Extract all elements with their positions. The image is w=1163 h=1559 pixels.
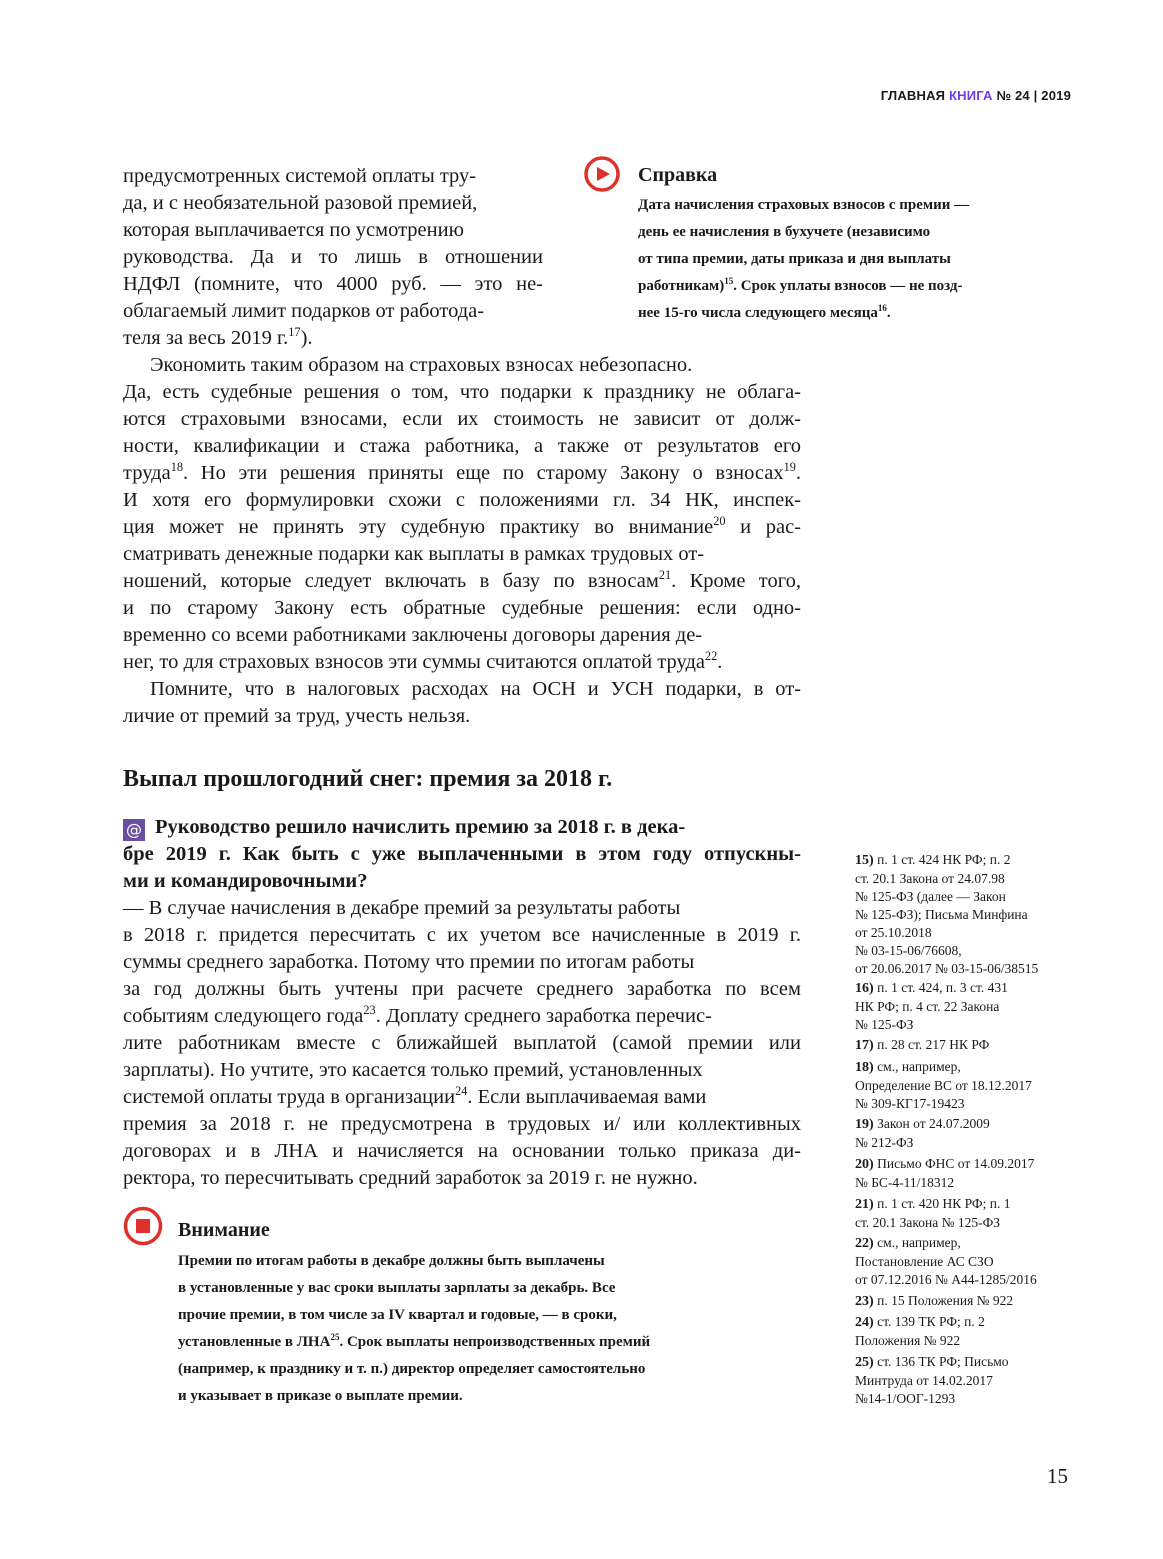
footnote-line: Постановление АС СЗО <box>855 1254 994 1269</box>
text-line: в установленные у вас сроки выплаты зарплаты за декабрь. Все <box>178 1280 616 1296</box>
text-line: теля за весь 2019 г.$^{17}$). <box>123 325 313 349</box>
text-line: Дата начисления страховых взносов с премии — <box>638 197 970 213</box>
footnote-line: № 125-ФЗ (далее — Закон <box>855 889 1006 904</box>
answer-text <box>123 895 801 1192</box>
text-line: @ Руководство решило начислить премию за 2018 г. в дека- <box>123 814 801 841</box>
footnote <box>855 1195 1080 1232</box>
footnote-number: 18) <box>855 1060 878 1075</box>
brand-name: ГЛАВНАЯ <box>880 88 946 103</box>
text-line: И хотя его формулировки схожи с положениями гл. 34 НК, инспек- <box>123 489 801 511</box>
footnote-ref: 22 <box>704 649 718 664</box>
footnote-line: 24) ст. 139 ТК РФ; п. 2 <box>855 1314 985 1330</box>
text-line: суммы среднего заработка. Потому что премии по итогам работы <box>123 951 695 973</box>
footnote-ref: 21 <box>658 568 672 583</box>
text-line: событиям следующего года$^{23}$. Доплату среднего заработка перечис- <box>123 1003 712 1027</box>
footnote-ref: 18 <box>170 460 183 475</box>
footnote-line: 17) п. 28 ст. 217 НК РФ <box>855 1037 990 1053</box>
text-line: Премии по итогам работы в декабре должны быть выплачены <box>178 1253 605 1269</box>
text-line: Экономить таким образом на страховых взносах небезопасно. <box>150 354 693 376</box>
footnote-line: Положения № 922 <box>855 1333 961 1348</box>
text-line: сматривать денежные подарки как выплаты в рамках трудовых от- <box>123 543 705 565</box>
note-title: Справка <box>638 164 718 186</box>
text-line: договорах и в ЛНА и начисляется на основании только приказа ди- <box>123 1140 801 1162</box>
footnote-ref: 25 <box>330 1332 340 1342</box>
footnote-ref: 24 <box>455 1084 468 1099</box>
footnote-number: 17) <box>855 1038 878 1053</box>
footnote-line: 25) ст. 136 ТК РФ; Письмо <box>855 1354 1009 1370</box>
footnote-line: 22) см., например, <box>855 1235 961 1251</box>
footnote-number: 21) <box>855 1197 878 1212</box>
footnote-line: от 25.10.2018 <box>855 925 932 940</box>
footnote <box>855 979 1080 1034</box>
text-line: предусмотренных системой оплаты тру- <box>123 165 477 187</box>
text-line: и по старому Закону есть обратные судебные решения: если одно- <box>123 597 801 619</box>
text-line: Помните, что в налоговых расходах на ОСН и УСН подарки, в от- <box>150 678 801 700</box>
footnote-line: 20) Письмо ФНС от 14.09.2017 <box>855 1156 1035 1172</box>
text-line: да, и с необязательной разовой премией, <box>123 192 478 214</box>
issue-number: № 24 | 2019 <box>996 88 1071 103</box>
footnote-ref: 16 <box>877 303 887 313</box>
footnote-ref: 23 <box>363 1003 376 1018</box>
footnote-number: 23) <box>855 1294 878 1309</box>
footnote-line: 21) п. 1 ст. 420 НК РФ; п. 1 <box>855 1196 1011 1212</box>
page-number: 15 <box>1047 1464 1068 1488</box>
footnote-number: 22) <box>855 1236 878 1251</box>
text-line: лите работникам вместе с ближайшей выплатой (самой премии или <box>123 1032 801 1054</box>
footnote-line: от 07.12.2016 № А44-1285/2016 <box>855 1272 1037 1287</box>
footnote-line: НК РФ; п. 4 ст. 22 Закона <box>855 999 1000 1014</box>
text-line: и указывает в приказе о выплате премии. <box>178 1388 463 1404</box>
footnote-line: ст. 20.1 Закона от 24.07.98 <box>855 871 1005 886</box>
footnote-number: 19) <box>855 1117 878 1132</box>
stop-circle-icon <box>123 1206 163 1246</box>
paragraph <box>123 163 543 352</box>
footnote-ref: 17 <box>288 325 301 340</box>
footnote-number: 25) <box>855 1355 878 1370</box>
footnote <box>855 1292 1080 1311</box>
footnote-line: 15) п. 1 ст. 424 НК РФ; п. 2 <box>855 852 1011 868</box>
footnote-line: от 20.06.2017 № 03-15-06/38515 <box>855 961 1039 976</box>
attention-body <box>178 1248 793 1410</box>
text-line: системой оплаты труда в организации$^{24}$. Если выплачиваемая вами <box>123 1084 707 1108</box>
footnote-line: № 125-ФЗ <box>855 1017 914 1032</box>
text-line: временно со всеми работниками заключены договоры дарения де- <box>123 624 703 646</box>
paragraph <box>123 676 801 730</box>
footnote-line: Определение ВС от 18.12.2017 <box>855 1078 1032 1093</box>
text-line: (например, к празднику и т. п.) директор определяет самостоятельно <box>178 1361 646 1377</box>
footnote-line: № БС-4-11/18312 <box>855 1175 955 1190</box>
text-line: ются страховыми взносами, если их стоимость не зависит от долж- <box>123 408 801 430</box>
footnote-number: 24) <box>855 1315 878 1330</box>
footnote-line: №14-1/ООГ-1293 <box>855 1391 956 1406</box>
footnote <box>855 1313 1080 1350</box>
footnote-ref: 15 <box>724 276 734 286</box>
text-line: — В случае начисления в декабре премий за результаты работы <box>123 897 681 919</box>
footnote-line: 16) п. 1 ст. 424, п. 3 ст. 431 <box>855 980 1008 996</box>
footnote-line: 19) Закон от 24.07.2009 <box>855 1116 990 1132</box>
footnote-line: ст. 20.1 Закона № 125-ФЗ <box>855 1215 1001 1230</box>
note-body <box>638 192 1072 327</box>
text-line: личие от премий за труд, учесть нельзя. <box>123 705 471 727</box>
text-line: премия за 2018 г. не предусмотрена в трудовых и/ или коллективных <box>123 1113 801 1135</box>
text-line: в 2018 г. придется пересчитать с их учетом все начисленные в 2019 г. <box>123 924 801 946</box>
text-line: облагаемый лимит подарков от работода- <box>123 300 485 322</box>
footnote-ref: 19 <box>783 460 796 475</box>
footnote-line: № 212-ФЗ <box>855 1135 914 1150</box>
answer <box>123 895 801 1192</box>
running-header <box>881 88 1071 103</box>
text-line: НДФЛ (помните, что 4000 руб. — это не- <box>123 273 543 295</box>
text-line: ности, квалификации и стажа работника, а также от результатов его <box>123 435 801 457</box>
footnote <box>855 1115 1080 1152</box>
text-line: день ее начисления в бухучете (независимо <box>638 224 931 240</box>
footnote-ref: 20 <box>713 514 726 529</box>
text-line: установленные в ЛНА$^{25}$. Срок выплаты непроизводственных премий <box>178 1332 651 1350</box>
text-line: ция может не принять эту судебную практику во внимание$^{20}$ и рас- <box>123 514 801 538</box>
footnote-line: Минтруда от 14.02.2017 <box>855 1373 993 1388</box>
footnote-number: 20) <box>855 1157 878 1172</box>
footnote-line: № 125-ФЗ); Письма Минфина <box>855 907 1028 922</box>
brand-name-accent: КНИГА <box>949 88 993 103</box>
text-line: труда$^{18}$. Но эти решения приняты еще по старому Закону о взносах$^{19}$. <box>123 460 801 484</box>
footnote <box>855 1155 1080 1192</box>
footnote-line: 23) п. 15 Положения № 922 <box>855 1293 1014 1309</box>
text-line: бре 2019 г. Как быть с уже выплаченными в этом году отпускны- <box>123 843 801 865</box>
text-line: прочие премии, в том числе за IV квартал и годовые, — в сроки, <box>178 1307 617 1323</box>
text-line: ми и командировочными? <box>123 870 368 892</box>
section-heading: Выпал прошлогодний снег: премия за 2018 г. <box>123 766 613 792</box>
question-at-icon: @ <box>123 819 145 841</box>
text-line: которая выплачивается по усмотрению <box>123 219 464 241</box>
footnote-line: № 03-15-06/76608, <box>855 943 962 958</box>
question <box>123 814 801 895</box>
text-line: нег, то для страховых взносов эти суммы считаются оплатой труда$^{22}$. <box>123 649 723 673</box>
footnote <box>855 1234 1080 1289</box>
text-line: руководства. Да и то лишь в отношении <box>123 246 543 268</box>
footnote-number: 15) <box>855 853 878 868</box>
text-line: от типа премии, даты приказа и дня выплаты <box>638 251 951 267</box>
text-line: за год должны быть учтены при расчете среднего заработка по всем <box>123 978 801 1000</box>
footnote <box>855 1036 1080 1055</box>
text-line: ректора, то пересчитывать средний заработок за 2019 г. не нужно. <box>123 1167 698 1189</box>
text-line: нее 15-го числа следующего месяца$^{16}$. <box>638 303 891 321</box>
footnote <box>855 851 1080 978</box>
text-line: работникам)$^{15}$. Срок уплаты взносов — не позд- <box>638 276 963 294</box>
text-line: зарплаты). Но учтите, это касается только премий, установленных <box>123 1059 703 1081</box>
footnote-number: 16) <box>855 981 878 996</box>
attention-title: Внимание <box>178 1219 270 1241</box>
text-line: ношений, которые следует включать в базу по взносам$^{21}$. Кроме того, <box>123 568 801 592</box>
paragraph <box>123 352 801 676</box>
play-circle-icon <box>584 156 620 192</box>
footnote <box>855 1353 1080 1408</box>
text-line: Да, есть судебные решения о том, что подарки к празднику не облага- <box>123 381 801 403</box>
footnote <box>855 1058 1080 1113</box>
question-text <box>123 814 801 895</box>
footnote-line: 18) см., например, <box>855 1059 961 1075</box>
footnote-line: № 309-КГ17-19423 <box>855 1096 965 1111</box>
